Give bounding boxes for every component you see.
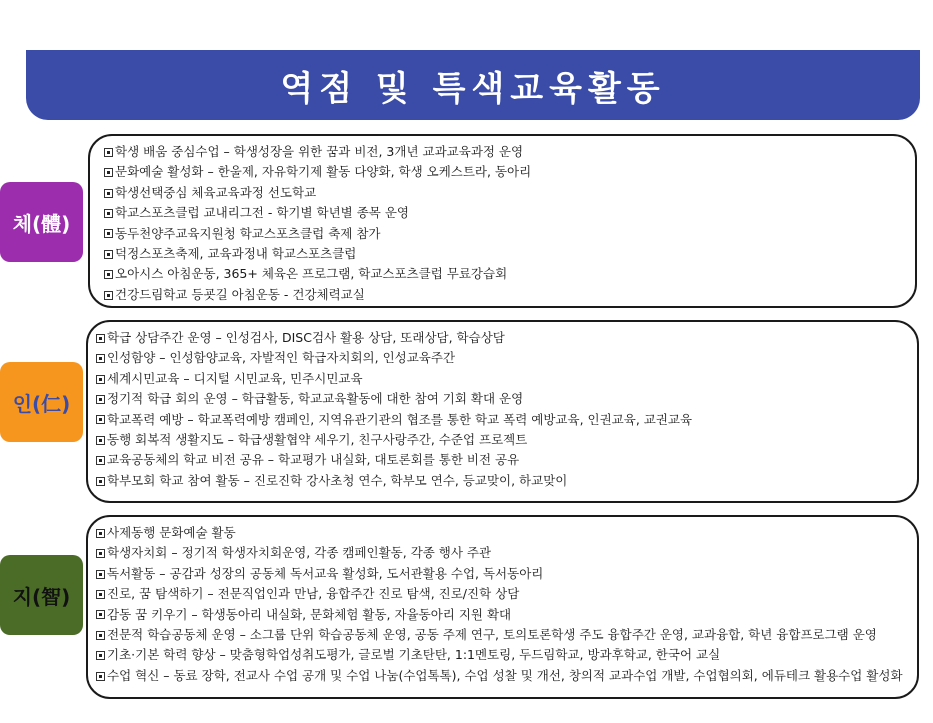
section-label-in: 인(仁) — [0, 362, 83, 442]
section-label-ji: 지(智) — [0, 555, 83, 635]
square-bullet-icon — [96, 651, 105, 660]
list-item: 학부모회 학교 참여 활동 – 진로진학 강사초청 연수, 학부모 연수, 등교맞이, 하교맞이 — [96, 471, 917, 491]
square-bullet-icon — [96, 672, 105, 681]
square-bullet-icon — [104, 168, 113, 177]
list-item: 사제동행 문화예술 활동 — [96, 523, 917, 543]
square-bullet-icon — [96, 354, 105, 363]
list-item: 덕정스포츠축제, 교육과정내 학교스포츠클럽 — [104, 244, 915, 264]
list-item: 오아시스 아침운동, 365+ 체육온 프로그램, 학교스포츠클럽 무료강습회 — [104, 264, 915, 284]
square-bullet-icon — [96, 415, 105, 424]
list-item: 문화예술 활성화 – 한울제, 자유학기제 활동 다양화, 학생 오케스트라, 동아리 — [104, 162, 915, 182]
list-item: 수업 혁신 – 동료 장학, 전교사 수업 공개 및 수업 나눔(수업톡톡), 수업 성찰 및 개선, 창의적 교과수업 개발, 수업협의회, 에듀테크 활용수업 활성화 — [96, 666, 917, 686]
square-bullet-icon — [104, 291, 113, 300]
list-item: 전문적 학습공동체 운영 – 소그룹 단위 학습공동체 운영, 공동 주제 연구, 토의토론학생 주도 융합주간 운영, 교과융합, 학년 융합프로그램 운영 — [96, 625, 917, 645]
square-bullet-icon — [104, 148, 113, 157]
square-bullet-icon — [104, 250, 113, 259]
page-title: 역점 및 특색교육활동 — [280, 68, 666, 109]
square-bullet-icon — [104, 209, 113, 218]
square-bullet-icon — [96, 631, 105, 640]
square-bullet-icon — [96, 549, 105, 558]
list-item: 기초·기본 학력 향상 – 맞춤형학업성취도평가, 글로벌 기초탄탄, 1:1멘토링, 두드림학교, 방과후학교, 한국어 교실 — [96, 645, 917, 665]
list-item: 학급 상담주간 운영 – 인성검사, DISC검사 활용 상담, 또래상담, 학습상담 — [96, 328, 917, 348]
title-banner — [26, 50, 920, 120]
list-item: 교육공동체의 학교 비전 공유 – 학교평가 내실화, 대토론회를 통한 비전 공유 — [96, 450, 917, 470]
section-box-che — [88, 134, 917, 308]
list-item: 학생선택중심 체육교육과정 선도학교 — [104, 183, 915, 203]
section-box-ji — [86, 515, 919, 699]
square-bullet-icon — [104, 189, 113, 198]
square-bullet-icon — [96, 610, 105, 619]
square-bullet-icon — [96, 529, 105, 538]
list-item: 세계시민교육 – 디지털 시민교육, 민주시민교육 — [96, 369, 917, 389]
square-bullet-icon — [96, 395, 105, 404]
square-bullet-icon — [96, 375, 105, 384]
square-bullet-icon — [96, 590, 105, 599]
list-item: 진로, 꿈 탐색하기 – 전문직업인과 만남, 융합주간 진로 탐색, 진로/진학 상담 — [96, 584, 917, 604]
square-bullet-icon — [96, 477, 105, 486]
list-item: 동행 회복적 생활지도 – 학급생활협약 세우기, 친구사랑주간, 수준업 프로젝트 — [96, 430, 917, 450]
list-item: 학교스포츠클럽 교내리그전 - 학기별 학년별 종목 운영 — [104, 203, 915, 223]
list-item: 독서활동 – 공감과 성장의 공동체 독서교육 활성화, 도서관활용 수업, 독서동아리 — [96, 564, 917, 584]
square-bullet-icon — [104, 229, 113, 238]
list-item: 학생 배움 중심수업 – 학생성장을 위한 꿈과 비전, 3개년 교과교육과정 운영 — [104, 142, 915, 162]
list-item: 감동 꿈 키우기 – 학생동아리 내실화, 문화체험 활동, 자율동아리 지원 확대 — [96, 605, 917, 625]
list-item: 학교폭력 예방 – 학교폭력예방 캠페인, 지역유관기관의 협조를 통한 학교 폭력 예방교육, 인권교육, 교권교육 — [96, 410, 917, 430]
list-item: 학생자치회 – 정기적 학생자치회운영, 각종 캠페인활동, 각종 행사 주관 — [96, 543, 917, 563]
square-bullet-icon — [96, 570, 105, 579]
square-bullet-icon — [104, 270, 113, 279]
list-item: 동두천양주교육지원청 학교스포츠클럽 축제 참가 — [104, 224, 915, 244]
list-item: 건강드림학교 등굣길 아침운동 - 건강체력교실 — [104, 285, 915, 305]
list-item: 정기적 학급 회의 운영 – 학급활동, 학교교육활동에 대한 참여 기회 확대 운영 — [96, 389, 917, 409]
square-bullet-icon — [96, 334, 105, 343]
section-label-che: 체(體) — [0, 182, 83, 262]
square-bullet-icon — [96, 456, 105, 465]
section-box-in — [86, 320, 919, 503]
square-bullet-icon — [96, 436, 105, 445]
list-item: 인성함양 – 인성함양교육, 자발적인 학급자치회의, 인성교육주간 — [96, 348, 917, 368]
